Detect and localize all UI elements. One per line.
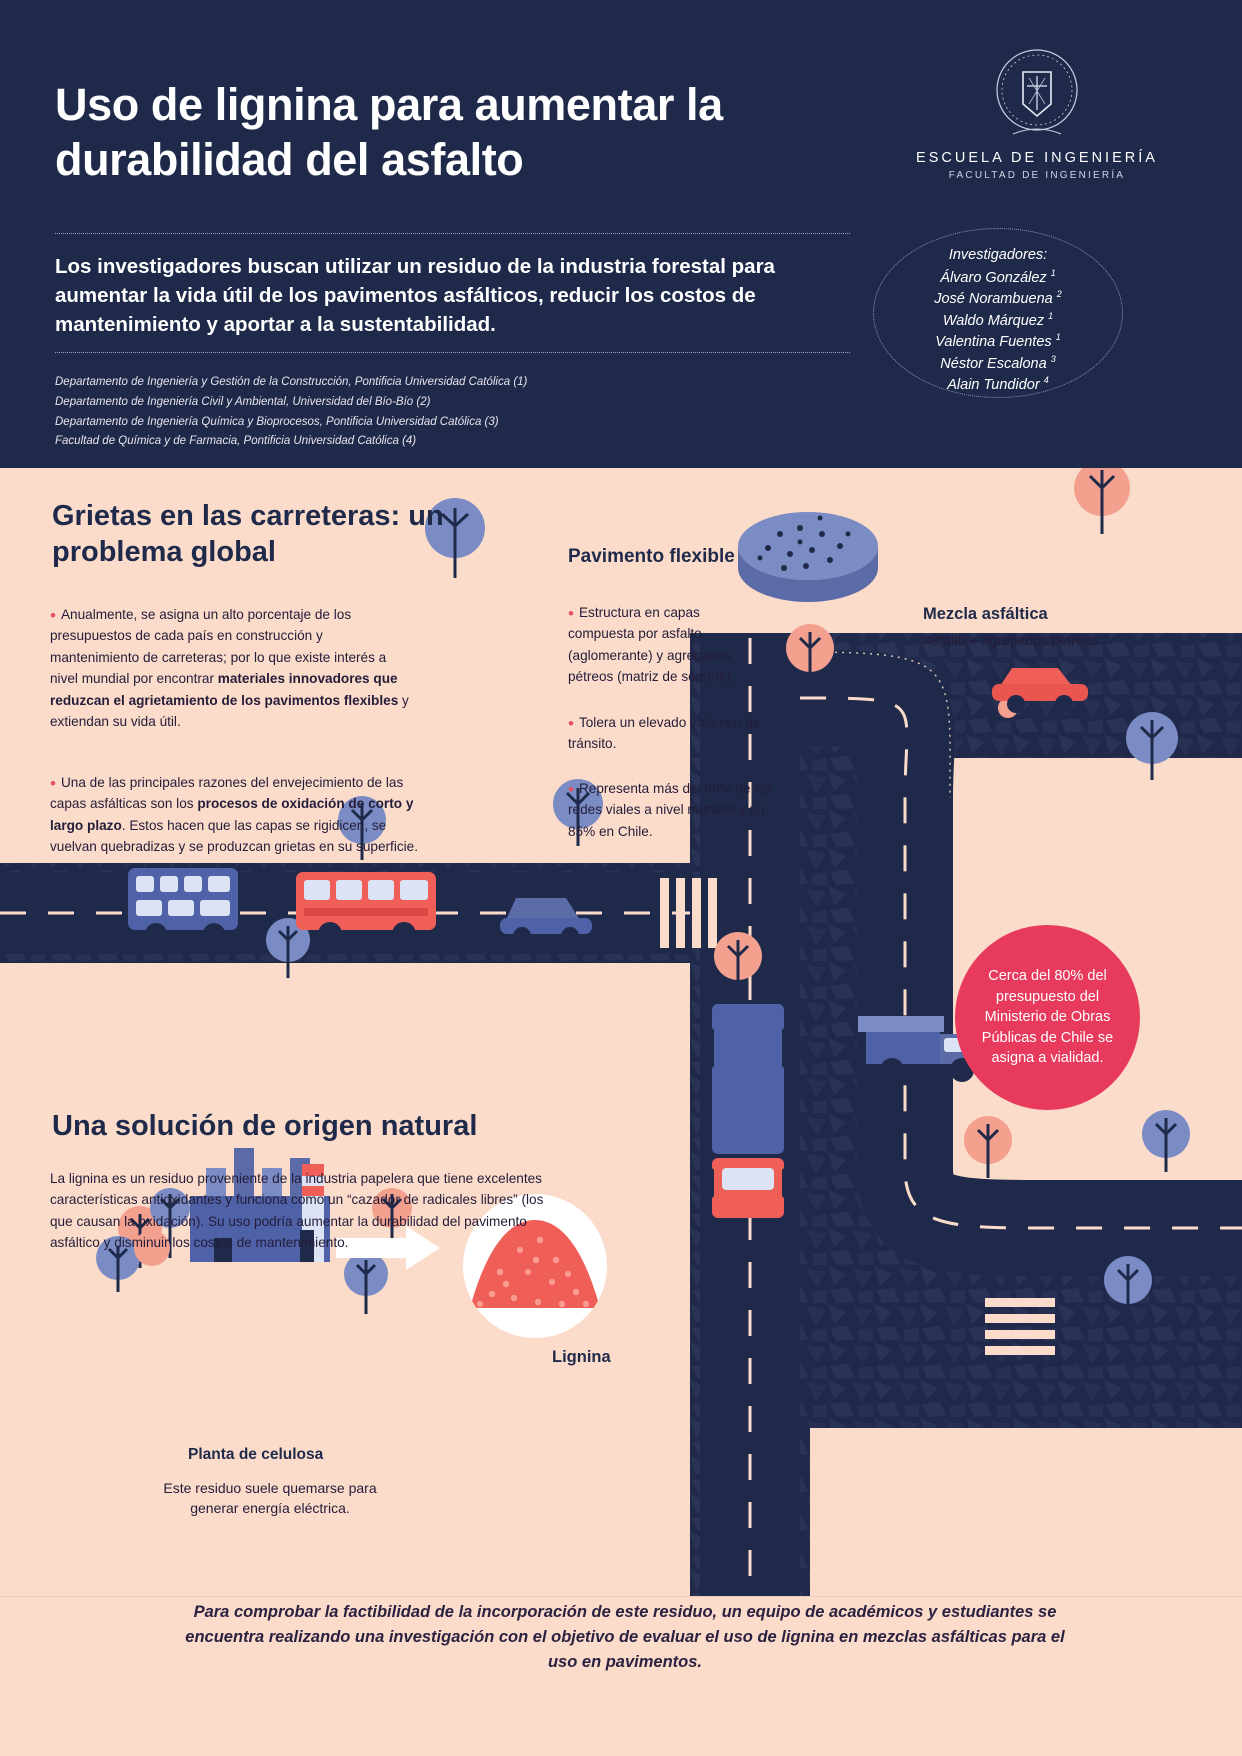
researcher-row: Valentina Fuentes $^1$	[935, 332, 1061, 351]
section-heading-solution: Una solución de origen natural	[52, 1110, 478, 1142]
plant-label: Planta de celulosa	[188, 1446, 324, 1463]
section-heading-cracks: Grietas en las carreteras: un problema global	[52, 500, 444, 569]
university-logo	[912, 48, 1162, 181]
researcher-row: Alain Tundidor $^4$	[947, 375, 1049, 393]
affiliations	[55, 373, 845, 452]
mixture-title: Mezcla asfáltica	[923, 605, 1048, 623]
researcher-row: Álvaro González $^1$	[940, 268, 1056, 286]
flexible-bullet-2: • Tolera un elevado volumen de tránsito.	[568, 712, 768, 755]
divider-top	[55, 233, 850, 234]
crest-icon	[995, 48, 1079, 144]
solution-paragraph: La lignina es un residuo proveniente de la industria papelera que tiene excelentes características antioxidantes y funciona como un “cazador de radicales libres” (los que causan la oxidación). Su uso podría aumentar la durabilidad del pavimento asfáltico y disminuir los costos de mantenimiento.	[50, 1171, 544, 1251]
researchers-label: Investigadores:	[948, 247, 1048, 263]
divider-bottom	[55, 352, 850, 353]
footer-text: Para comprobar la factibilidad de la incorporación de este residuo, un equipo de académicos y estudiantes se encuentra realizando una investigación con el objetivo de evaluar el uso de lignina en mezclas asfálticas para el uso en pavimentos.	[185, 1603, 1065, 1671]
page-title: Uso de lignina para aumentar la durabilidad del asfalto	[55, 79, 723, 185]
affiliation-2: Departamento de Ingeniería Civil y Ambiental, Universidad del Bío-Bío (2)	[55, 395, 431, 408]
logo-sub-text: FACULTAD DE INGENIERÍA	[948, 170, 1126, 181]
flexible-bullet-1: • Estructura en capas compuesta por asfalto (aglomerante) y agregados pétreos (matriz de soporte).	[568, 602, 768, 688]
cracks-bullet-2: • Una de las principales razones del envejecimiento de las capas asfálticas son los procesos de oxidación de corto y largo plazo. Estos hacen que las capas se rigidicen, se vuelvan quebradizas y se produzcan grietas en su superficie.	[50, 772, 425, 858]
researcher-row: Néstor Escalona $^3$	[940, 353, 1056, 372]
truck-icon	[706, 1004, 790, 1218]
budget-stat-badge: Cerca del 80% del presupuesto del Ministerio de Obras Públicas de Chile se asigna a vialidad.	[955, 925, 1140, 1110]
logo-main-text: ESCUELA DE INGENIERÍA	[916, 150, 1158, 166]
cracks-bullet-1: • Anualmente, se asigna un alto porcentaje de los presupuestos de cada país en construcción y mantenimiento de carreteras; por lo que existe interés a nivel mundial por encontrar materiales innovadores que reduzcan el agrietamiento de los pavimentos flexibles y extiendan su vida útil.	[50, 604, 415, 733]
researcher-row: José Norambuena $^2$	[934, 289, 1062, 308]
researchers-bubble	[873, 228, 1123, 398]
plant-description: Este residuo suele quemarse para generar energía eléctrica.	[163, 1480, 377, 1517]
flexible-bullet-3: • Representa más del 90% de las redes viales a nivel mundial y un 85% en Chile.	[568, 778, 783, 842]
mixture-description: Asfalto + agregados pétreos.	[923, 632, 1103, 648]
subtitle: Los investigadores buscan utilizar un residuo de la industria forestal para aumentar la vida útil de los pavimentos asfálticos, reducir los costos de mantenimiento y aportar a la sustentabilidad.	[55, 255, 775, 337]
header	[0, 0, 1242, 468]
affiliation-4: Facultad de Química y de Farmacia, Pontificia Universidad Católica (4)	[55, 435, 417, 448]
researchers-list	[874, 267, 1122, 395]
section-heading-flexible-pavement: Pavimento flexible	[568, 546, 735, 567]
affiliation-3: Departamento de Ingeniería Química y Bioprocesos, Pontificia Universidad Católica (3)	[55, 415, 499, 428]
lignin-label: Lignina	[552, 1348, 611, 1366]
affiliation-1: Departamento de Ingeniería y Gestión de la Construcción, Pontificia Universidad Católica (1)	[55, 376, 528, 388]
researcher-row: Waldo Márquez $^1$	[942, 310, 1054, 329]
